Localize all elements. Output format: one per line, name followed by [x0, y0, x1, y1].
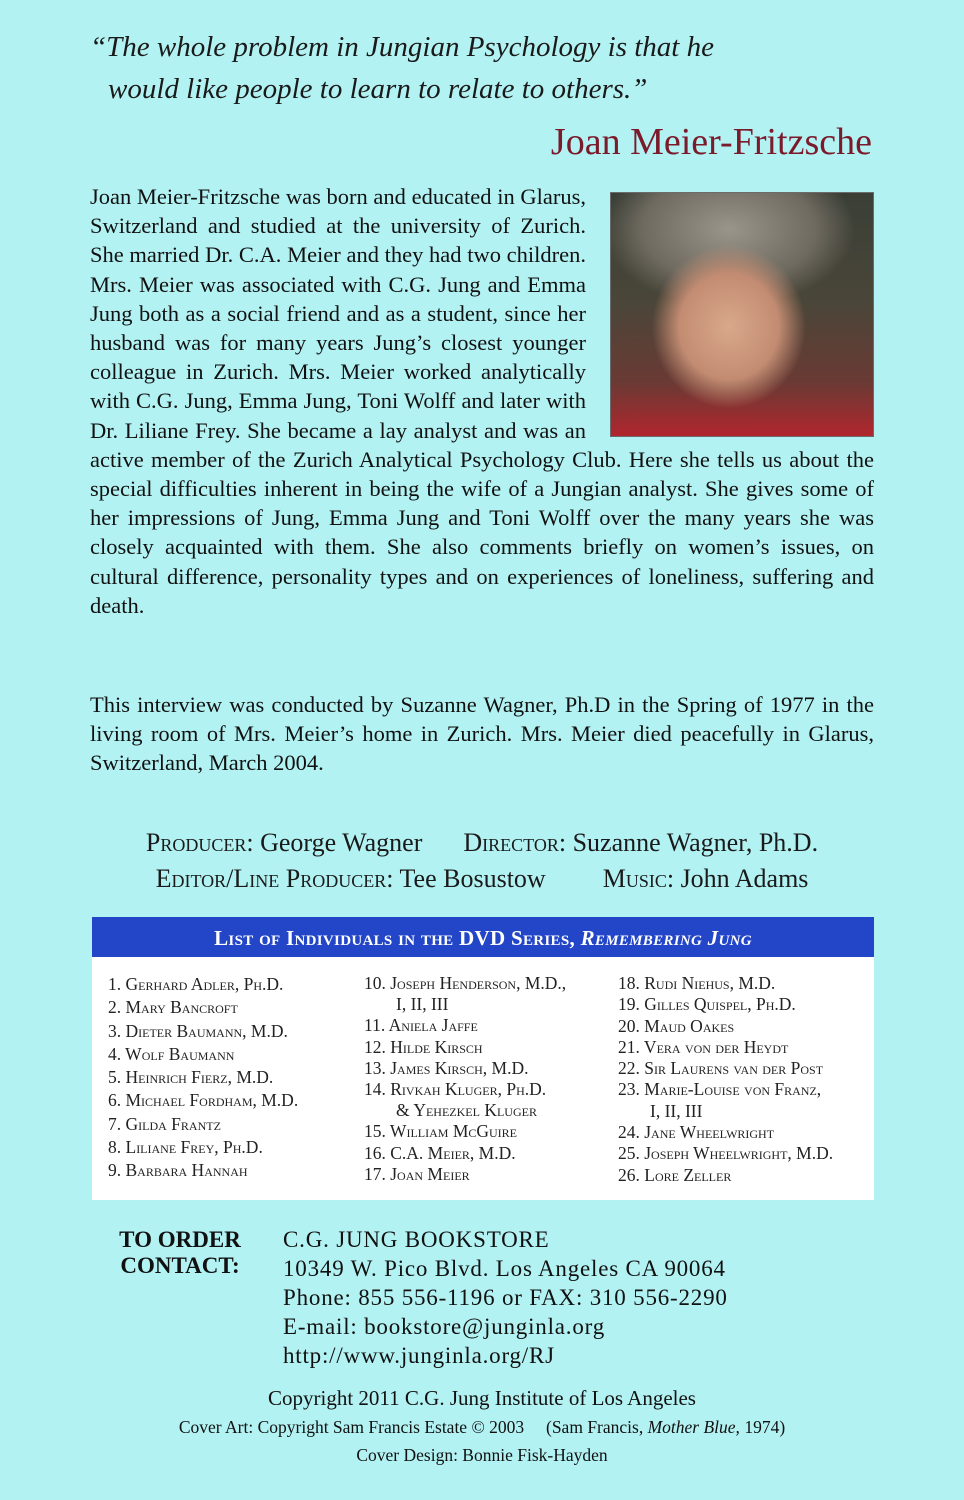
list-item: 5. Heinrich Fierz, M.D. [108, 1067, 274, 1088]
cover-art-credit [0, 1417, 964, 1438]
list-item: 19. Gilles Quispel, Ph.D. [618, 994, 796, 1015]
list-item: 20. Maud Oakes [618, 1015, 735, 1036]
list-item: 16. C.A. Meier, M.D. [364, 1142, 516, 1163]
list-item: 25. Joseph Wheelwright, M.D. [618, 1143, 834, 1164]
list-item: 18. Rudi Niehus, M.D. [618, 973, 776, 993]
list-item: 4. Wolf Baumann [108, 1043, 235, 1064]
list-item: 3. Dieter Baumann, M.D. [108, 1020, 288, 1041]
biography-text: Joan Meier-Fritzsche was born and educated in Glarus, Switzerland and studied at the university of Zurich. She married Dr. C.A. Meier and they had two children. Mrs. Meier was associated with C.G. Jung and Emma Jung both as a social friend and as a student, since her husband was for many years Jung’s closest younger colleague in Zurich. Mrs. Meier worked analytically with C.G. Jung, Emma Jung, Toni Wolff and later with Dr. Liliane Frey. She became a lay analyst and was an active member of the Zurich Analytical Psychology Club. Here she tells us about the special difficulties inherent in being the wife of a Jungian analyst. She gives some of her impressions of Jung, Emma Jung and Toni Wolff over the many years she was closely acquainted with them. She also comments briefly on women’s issues, on cultural difference, personality types and on experiences of loneliness, suffering and death. [90, 184, 874, 618]
individuals-list [92, 917, 874, 1200]
copyright-line: Copyright 2011 C.G. Jung Institute of Los Angeles [268, 1386, 696, 1410]
quote [90, 26, 890, 110]
list-column-3 [618, 973, 833, 1186]
music-label: Music: [602, 864, 675, 893]
list-item: 11. Aniela Jaffe [364, 1015, 478, 1036]
list-item: I, II, III [650, 1100, 703, 1121]
cover-art-text: Cover Art: Copyright Sam Francis Estate © 2003 [178, 1417, 525, 1437]
bookstore-phone: Phone: 855 556-1196 or FAX: 310 556-2290 [283, 1285, 728, 1310]
cover-art-title: Mother Blue, [647, 1417, 740, 1437]
list-heading [92, 917, 874, 957]
cover-art-source-a: (Sam Francis, [546, 1417, 644, 1437]
producer-name: George Wagner [260, 828, 423, 857]
interview-text: This interview was conducted by Suzanne Wagner, Ph.D in the Spring of 1977 in the living room of Mrs. Meier’s home in Zurich. Mrs. Meier died peacefully in Glarus, Switzerland, March 2004. [90, 692, 874, 776]
bookstore-address: 10349 W. Pico Blvd. Los Angeles CA 90064 [283, 1256, 726, 1281]
credits-row-2 [0, 864, 964, 894]
list-item: 14. Rivkah Kluger, Ph.D. [364, 1079, 547, 1100]
editor-name: Tee Bosustow [399, 864, 546, 893]
list-item: 10. Joseph Henderson, M.D., [364, 973, 567, 993]
quote-line-2: would like people to learn to relate to others.” [108, 73, 648, 105]
list-item: 9. Barbara Hannah [108, 1160, 248, 1181]
list-item: 23. Marie-Louise von Franz, [618, 1079, 822, 1100]
bookstore-name: C.G. JUNG BOOKSTORE [283, 1227, 550, 1252]
quote-line-1: “The whole problem in Jungian Psychology is that he [90, 31, 714, 63]
director-name: Suzanne Wagner, Ph.D. [572, 828, 819, 857]
bookstore-url: http://www.junginla.org/RJ [283, 1343, 555, 1368]
biography [90, 182, 874, 620]
list-item: 21. Vera von der Heydt [618, 1036, 789, 1057]
order-contact [283, 1225, 728, 1370]
list-item: 17. Joan Meier [364, 1163, 470, 1184]
list-item: & Yehezkel Kluger [396, 1100, 537, 1121]
producer-label: Producer: [145, 828, 254, 857]
list-item: 12. Hilde Kirsch [364, 1036, 483, 1057]
order-label [100, 1227, 260, 1279]
list-item: 6. Michael Fordham, M.D. [108, 1090, 299, 1111]
list-item: 7. Gilda Frantz [108, 1113, 221, 1134]
order-label-line-1: TO ORDER [119, 1227, 241, 1252]
list-item: 8. Liliane Frey, Ph.D. [108, 1137, 263, 1158]
cover-art-year: 1974) [744, 1417, 786, 1437]
list-item: 26. Lore Zeller [618, 1164, 732, 1185]
music-name: John Adams [680, 864, 809, 893]
order-label-line-2: CONTACT: [120, 1253, 240, 1278]
quote-author: Joan Meier-Fritzsche [550, 121, 872, 163]
list-item: 2. Mary Bancroft [108, 997, 238, 1018]
list-item: 15. William McGuire [364, 1121, 518, 1142]
list-item: 24. Jane Wheelwright [618, 1122, 775, 1143]
bookstore-email: E-mail: bookstore@junginla.org [283, 1314, 605, 1339]
editor-label: Editor/Line Producer: [155, 864, 394, 893]
list-item: 1. Gerhard Adler, Ph.D. [108, 974, 284, 994]
credits-row-1 [0, 828, 964, 858]
list-column-2 [364, 973, 566, 1185]
list-heading-text: List of Individuals in the DVD Series, [214, 926, 576, 950]
list-heading-series: Remembering Jung [580, 926, 752, 950]
list-item: 22. Sir Laurens van der Post [618, 1058, 824, 1079]
director-label: Director: [463, 828, 567, 857]
list-item: 13. James Kirsch, M.D. [364, 1057, 529, 1078]
cover-design-credit: Cover Design: Bonnie Fisk-Hayden [356, 1445, 608, 1465]
portrait-photo [610, 192, 874, 437]
list-item: I, II, III [396, 994, 449, 1015]
list-column-1 [108, 973, 298, 1183]
